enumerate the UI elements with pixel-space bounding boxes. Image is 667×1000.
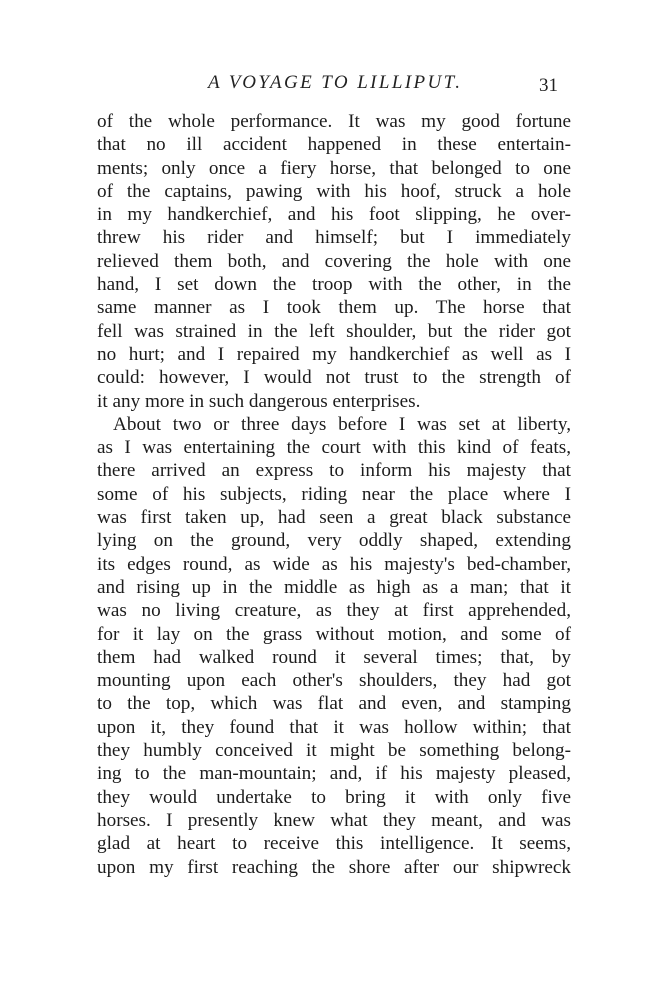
text-line: ments; only once a fiery horse, that belonged to one bbox=[97, 157, 571, 179]
text-line: relieved them both, and covering the hole with one bbox=[97, 250, 571, 272]
paragraph-last-line: it any more in such dangerous enterprises. bbox=[97, 390, 421, 412]
text-line: same manner as I took them up. The horse that bbox=[97, 297, 571, 319]
text-line: that no ill accident happened in these entertain- bbox=[97, 134, 571, 156]
page-number: 31 bbox=[539, 75, 558, 96]
text-line: hand, I set down the troop with the other, in the bbox=[97, 274, 571, 296]
text-line: glad at heart to receive this intelligence. It seems, bbox=[97, 833, 571, 855]
text-line: lying on the ground, very oddly shaped, extending bbox=[97, 530, 571, 552]
text-line: they would undertake to bring it with only five bbox=[97, 786, 571, 808]
text-line: threw his rider and himself; but I immediately bbox=[97, 227, 571, 249]
text-line: there arrived an express to inform his majesty that bbox=[97, 460, 571, 482]
text-line: mounting upon each other's shoulders, they had got bbox=[97, 670, 571, 692]
text-line: some of his subjects, riding near the place where I bbox=[97, 483, 571, 505]
text-line: and rising up in the middle as high as a man; that it bbox=[97, 576, 571, 598]
text-line: in my handkerchief, and his foot slipping, he over- bbox=[97, 204, 571, 226]
text-line: was no living creature, as they at first apprehended, bbox=[97, 600, 571, 622]
running-title: A VOYAGE TO LILLIPUT. bbox=[208, 72, 463, 93]
text-line: them had walked round it several times; that, by bbox=[97, 646, 571, 668]
text-line: they humbly conceived it might be something belong- bbox=[97, 740, 571, 762]
text-line: of the whole performance. It was my good fortune bbox=[97, 111, 571, 132]
text-line: of the captains, pawing with his hoof, struck a hole bbox=[97, 180, 571, 202]
text-line: ing to the man-mountain; and, if his majesty pleased, bbox=[97, 763, 571, 785]
text-line: upon it, they found that it was hollow within; that bbox=[97, 716, 571, 738]
text-line: to the top, which was flat and even, and stamping bbox=[97, 693, 571, 715]
paragraph-first-line: About two or three days before I was set at liberty, bbox=[113, 413, 571, 435]
text-line: horses. I presently knew what they meant, and was bbox=[97, 809, 571, 831]
text-line: was first taken up, had seen a great black substance bbox=[97, 507, 571, 529]
text-line: upon my first reaching the shore after our shipwreck bbox=[97, 856, 571, 878]
body-text bbox=[97, 110, 571, 879]
text-line: for it lay on the grass without motion, and some of bbox=[97, 623, 571, 645]
text-line: could: however, I would not trust to the strength of bbox=[97, 367, 571, 389]
text-line: no hurt; and I repaired my handkerchief as well as I bbox=[97, 343, 571, 365]
running-head bbox=[0, 72, 667, 102]
text-line: as I was entertaining the court with this kind of feats, bbox=[97, 437, 571, 459]
text-line: fell was strained in the left shoulder, but the rider got bbox=[97, 320, 571, 342]
text-line: its edges round, as wide as his majesty's bed-chamber, bbox=[97, 553, 571, 575]
